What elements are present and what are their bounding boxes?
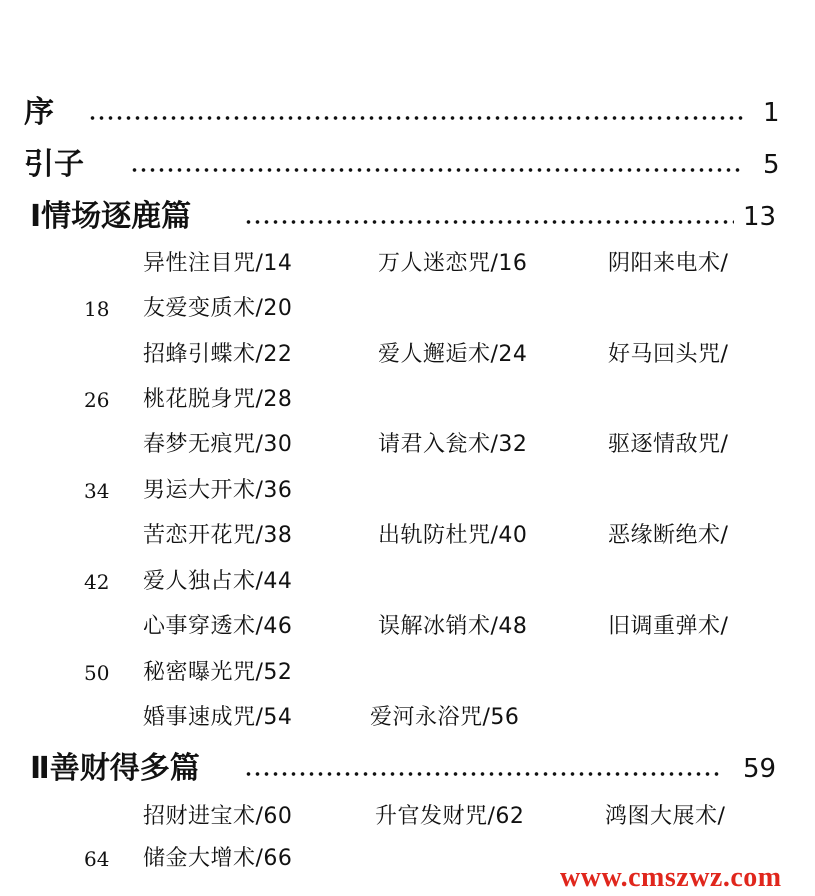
toc-entry-page: 59: [743, 754, 777, 784]
sub-page-number: 50: [84, 661, 110, 685]
sub-page-number: 26: [84, 388, 110, 412]
sub-item: 心事穿透术/46: [143, 614, 293, 639]
toc-leader-dots: [244, 219, 734, 225]
toc-entry-preface: [0, 93, 815, 133]
watermark: www.cmszwz.com: [560, 862, 782, 893]
toc-leader-dots: [244, 771, 720, 777]
toc-entry-title: Ⅰ情场逐鹿篇: [30, 199, 192, 234]
toc-entry-title: Ⅱ善财得多篇: [30, 751, 200, 786]
sub-item: 误解冰销术/48: [378, 614, 528, 639]
sub-item: 爱河永浴咒/56: [370, 705, 520, 730]
toc-entry-page: 13: [743, 202, 777, 232]
sub-item: 好马回头咒/: [608, 342, 729, 367]
sub-item: 驱逐情敌咒/: [608, 432, 729, 457]
toc-entry-title: 引子: [24, 147, 84, 182]
toc-entry-page: 1: [763, 98, 780, 128]
sub-item: 招财进宝术/60: [143, 804, 293, 829]
sub-item: 友爱变质术/20: [143, 296, 293, 321]
sub-page-number: 64: [84, 847, 110, 871]
toc-leader-dots: [88, 115, 744, 121]
toc-leader-dots: [130, 167, 744, 173]
sub-item: 招蜂引蝶术/22: [143, 342, 293, 367]
sub-item: 万人迷恋咒/16: [378, 251, 528, 276]
sub-page-number: 18: [84, 297, 110, 321]
sub-item: 阴阳来电术/: [608, 251, 729, 276]
sub-item: 出轨防杜咒/40: [378, 523, 528, 548]
sub-item: 爱人独占术/44: [143, 569, 293, 594]
toc-entry-intro: [0, 145, 815, 185]
sub-item: 苦恋开花咒/38: [143, 523, 293, 548]
sub-item: 升官发财咒/62: [375, 804, 525, 829]
sub-item: 男运大开术/36: [143, 478, 293, 503]
toc-entry-section-2: [0, 749, 815, 789]
sub-item: 异性注目咒/14: [143, 251, 293, 276]
sub-item: 桃花脱身咒/28: [143, 387, 293, 412]
toc-entry-section-1: [0, 197, 815, 237]
sub-page-number: 42: [84, 570, 110, 594]
sub-item: 秘密曝光咒/52: [143, 660, 293, 685]
sub-page-number: 34: [84, 479, 110, 503]
sub-item: 储金大增术/66: [143, 846, 293, 871]
sub-item: 请君入瓮术/32: [378, 432, 528, 457]
sub-item: 恶缘断绝术/: [608, 523, 729, 548]
sub-item: 鸿图大展术/: [605, 804, 726, 829]
sub-item: 爱人邂逅术/24: [378, 342, 528, 367]
sub-item: 婚事速成咒/54: [143, 705, 293, 730]
toc-entry-page: 5: [763, 150, 780, 180]
sub-item: 旧调重弹术/: [608, 614, 729, 639]
toc-entry-title: 序: [24, 95, 54, 130]
sub-item: 春梦无痕咒/30: [143, 432, 293, 457]
